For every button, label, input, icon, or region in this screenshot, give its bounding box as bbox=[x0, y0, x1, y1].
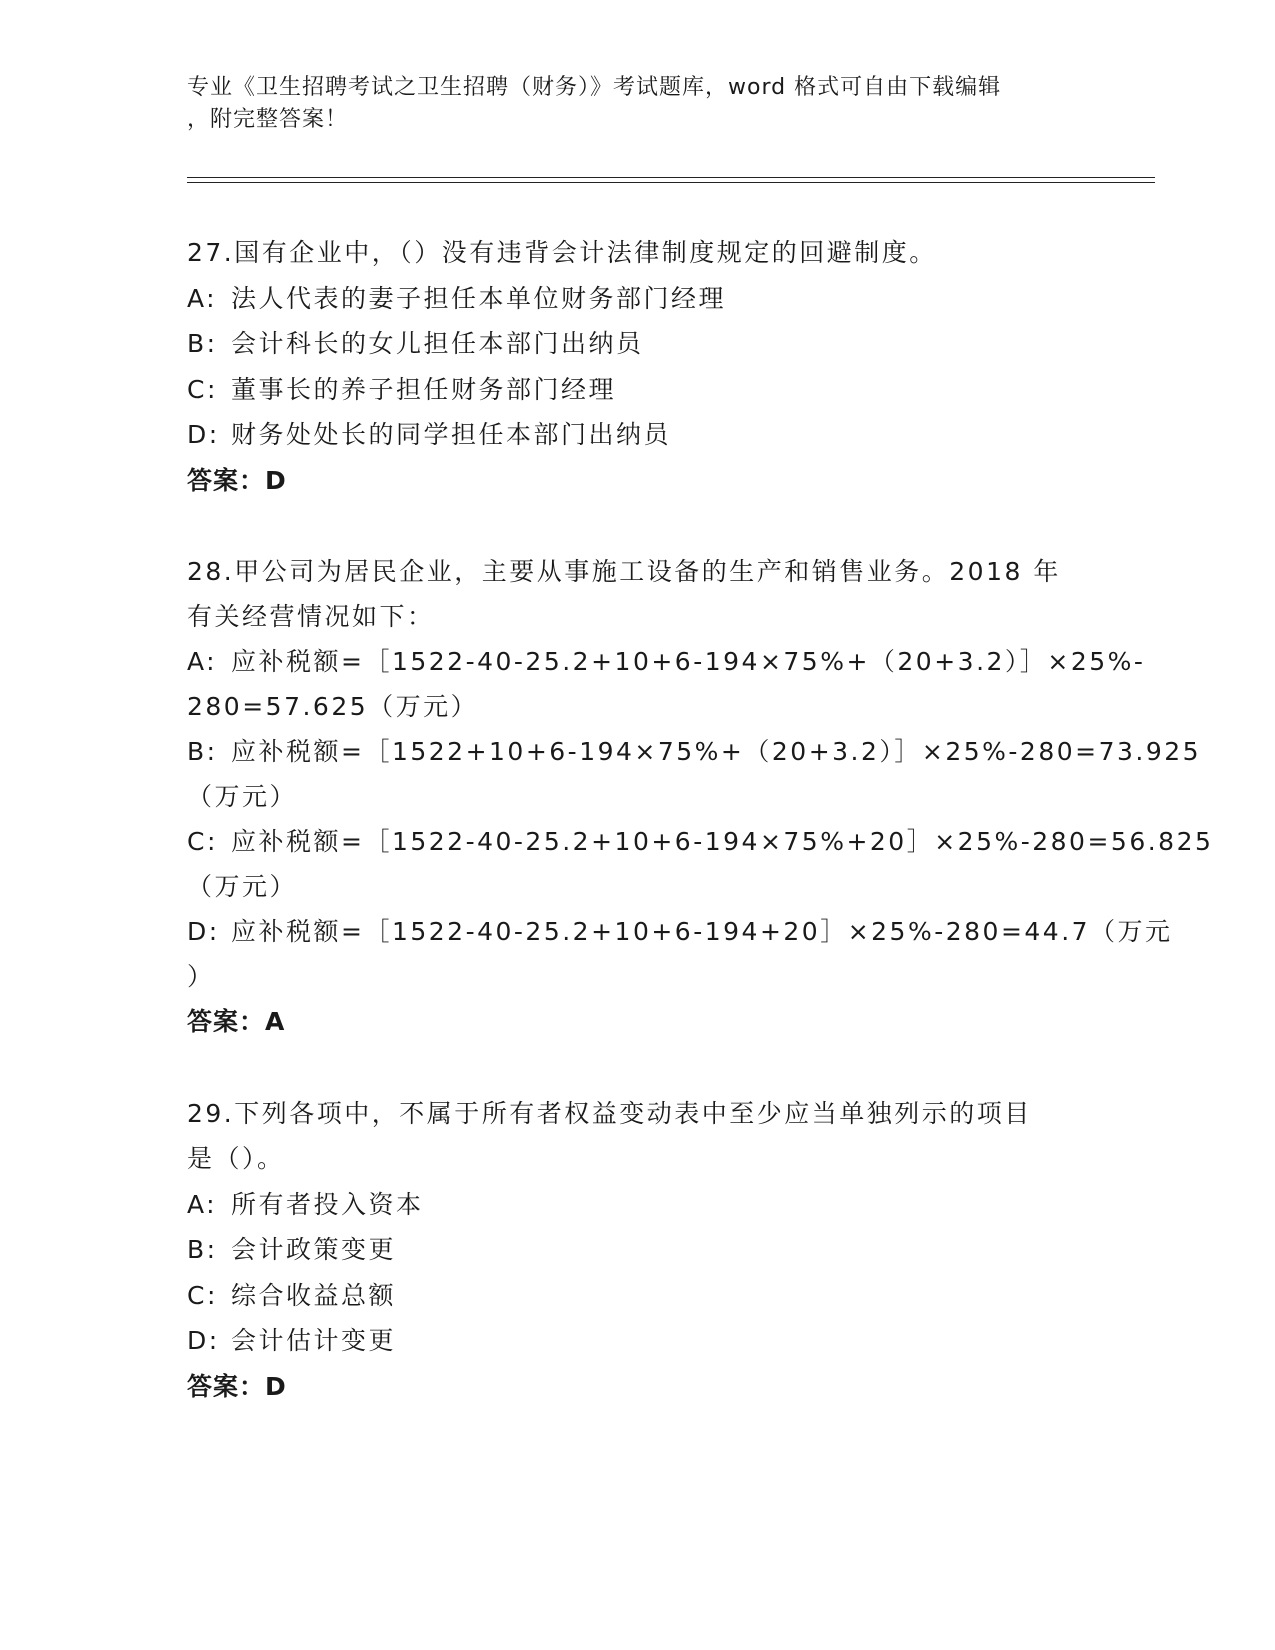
option-c bbox=[187, 1273, 1087, 1319]
question-list bbox=[187, 230, 1214, 1455]
option-b bbox=[187, 729, 1202, 774]
option-text: 董事长的养子担任财务部门经理 bbox=[231, 374, 617, 404]
option-a bbox=[187, 276, 1087, 322]
option-text: 应补税额=［1522-40-25.2+10+6-194×75%+20］×25%-280=56.825 bbox=[231, 827, 1214, 856]
option-text: 会计政策变更 bbox=[231, 1235, 397, 1264]
option-key: C: bbox=[187, 827, 218, 856]
option-key: C: bbox=[187, 1280, 218, 1310]
option-text: 应补税额=［1522+10+6-194×75%+（20+3.2）］×25%-280=73.925 bbox=[231, 737, 1202, 766]
answer-label: 答案：D bbox=[187, 465, 287, 495]
option-b bbox=[187, 321, 1087, 367]
question-28 bbox=[187, 549, 1214, 1045]
option-key: C: bbox=[187, 374, 218, 404]
option-key: B: bbox=[187, 737, 218, 766]
answer-label: 答案：D bbox=[187, 1371, 287, 1401]
option-text: 会计估计变更 bbox=[231, 1326, 397, 1355]
option-key: B: bbox=[187, 1235, 218, 1264]
option-text: 所有者投入资本 bbox=[231, 1189, 424, 1219]
option-b bbox=[187, 1227, 1087, 1273]
question-stem: 28.甲公司为居民企业，主要从事施工设备的生产和销售业务。2018 年 bbox=[187, 557, 1061, 586]
option-key: B: bbox=[187, 329, 218, 358]
option-key: D: bbox=[187, 420, 220, 449]
option-a bbox=[187, 1182, 1087, 1228]
option-d bbox=[187, 412, 1087, 458]
option-key: D: bbox=[187, 917, 220, 946]
option-d bbox=[187, 1318, 1087, 1364]
option-text: 综合收益总额 bbox=[231, 1280, 397, 1310]
question-29 bbox=[187, 1091, 1087, 1410]
option-a bbox=[187, 639, 1146, 684]
header-line-2: ，附完整答案！ bbox=[187, 107, 349, 132]
question-27 bbox=[187, 230, 1087, 503]
option-c-continued: （万元） bbox=[187, 872, 298, 901]
option-d bbox=[187, 909, 1173, 954]
document-header bbox=[187, 72, 1067, 136]
option-d-continued: ） bbox=[187, 962, 215, 991]
header-divider-bottom bbox=[187, 182, 1155, 183]
option-key: A: bbox=[187, 1189, 218, 1219]
option-c bbox=[187, 367, 1087, 413]
option-text: 应补税额=［1522-40-25.2+10+6-194+20］×25%-280=44.7（万元 bbox=[231, 917, 1173, 946]
option-a-continued: 280=57.625（万元） bbox=[187, 692, 479, 721]
answer-label: 答案：A bbox=[187, 1007, 286, 1036]
option-text: 应补税额=［1522-40-25.2+10+6-194×75%+（20+3.2）］×25%- bbox=[231, 647, 1146, 676]
header-divider-top bbox=[187, 177, 1155, 178]
option-c bbox=[187, 819, 1214, 864]
question-stem-continued: 有关经营情况如下： bbox=[187, 602, 435, 631]
option-key: A: bbox=[187, 283, 218, 313]
question-stem: 27.国有企业中，（）没有违背会计法律制度规定的回避制度。 bbox=[187, 238, 937, 267]
question-stem-continued: 是（）。 bbox=[187, 1144, 285, 1173]
option-text: 法人代表的妻子担任本单位财务部门经理 bbox=[231, 283, 727, 313]
option-text: 会计科长的女儿担任本部门出纳员 bbox=[231, 329, 644, 358]
question-stem: 29.下列各项中，不属于所有者权益变动表中至少应当单独列示的项目 bbox=[187, 1098, 1032, 1128]
option-text: 财务处处长的同学担任本部门出纳员 bbox=[231, 420, 672, 449]
option-b-continued: （万元） bbox=[187, 782, 298, 811]
header-line-1: 专业《卫生招聘考试之卫生招聘（财务）》考试题库，word 格式可自由下载编辑 bbox=[187, 75, 1002, 100]
option-key: D: bbox=[187, 1326, 220, 1355]
option-key: A: bbox=[187, 647, 218, 676]
